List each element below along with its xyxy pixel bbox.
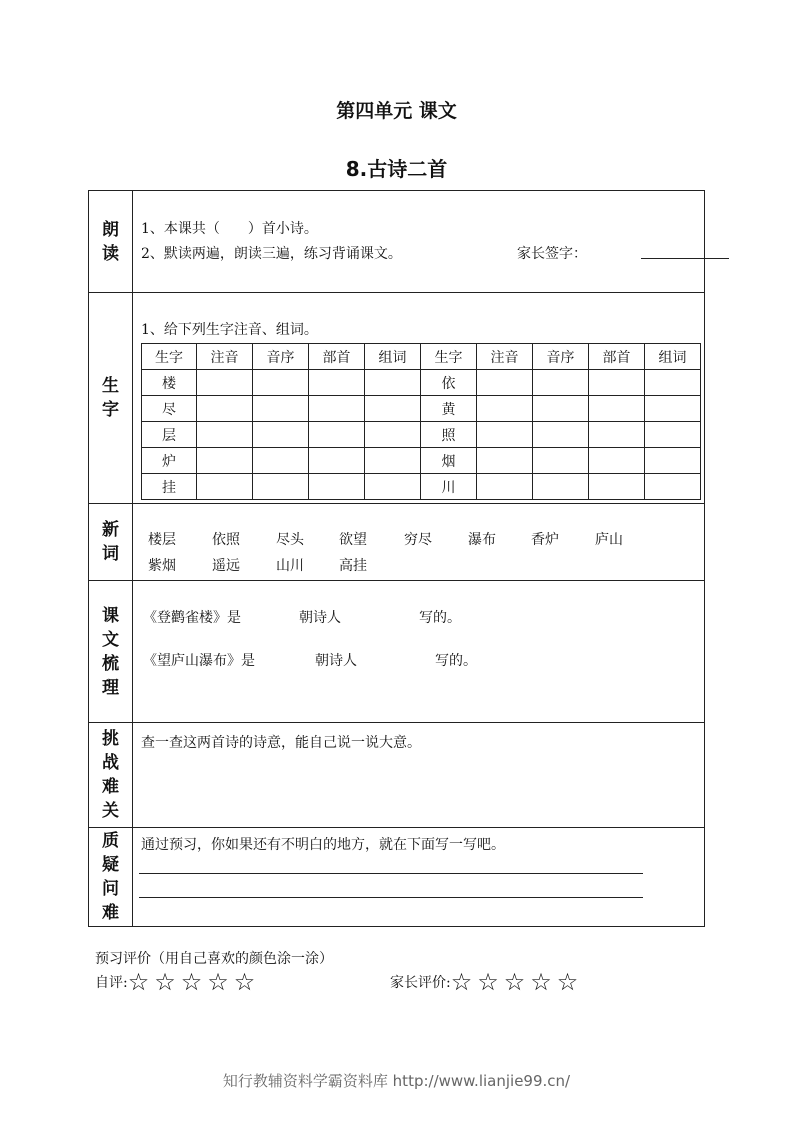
- reading-label: 朗读: [102, 219, 119, 264]
- table-header-row: [142, 344, 701, 370]
- new-chars-table: [141, 343, 701, 500]
- table-row: [142, 422, 701, 448]
- table-row: [142, 396, 701, 422]
- char-cell: 依: [421, 370, 477, 396]
- reading-section: [89, 191, 704, 293]
- word-item: 楼层: [148, 532, 176, 548]
- char-cell: 川: [421, 474, 477, 500]
- new-words-label: 新词: [102, 520, 119, 564]
- challenge-label-cell: [89, 723, 133, 827]
- answer-cell[interactable]: [365, 370, 421, 396]
- header-cell: 生字: [142, 344, 197, 370]
- word-item: 高挂: [339, 558, 367, 574]
- answer-cell[interactable]: [533, 396, 589, 422]
- word-item: 尽头: [276, 532, 304, 548]
- answer-cell[interactable]: [477, 422, 533, 448]
- new-chars-label: 生字: [102, 376, 119, 420]
- answer-cell[interactable]: [253, 448, 309, 474]
- answer-cell[interactable]: [533, 370, 589, 396]
- answer-cell[interactable]: [253, 422, 309, 448]
- answer-cell[interactable]: [477, 370, 533, 396]
- word-item: 穷尽: [404, 532, 432, 548]
- answer-cell[interactable]: [365, 474, 421, 500]
- answer-cell[interactable]: [645, 370, 701, 396]
- answer-cell[interactable]: [645, 422, 701, 448]
- char-cell: 尽: [142, 396, 197, 422]
- review-line-2-end: 写的。: [435, 653, 477, 669]
- answer-cell[interactable]: [197, 370, 253, 396]
- word-item: 遥远: [212, 558, 240, 574]
- text-review-label: 课文梳理: [102, 605, 119, 698]
- new-chars-label-cell: [89, 293, 133, 503]
- answer-cell[interactable]: [253, 370, 309, 396]
- char-cell: 烟: [421, 448, 477, 474]
- char-cell: 照: [421, 422, 477, 448]
- unit-title: 第四单元 课文: [336, 100, 457, 122]
- answer-cell[interactable]: [309, 474, 365, 500]
- answer-cell[interactable]: [533, 448, 589, 474]
- answer-cell[interactable]: [477, 396, 533, 422]
- answer-cell[interactable]: [309, 396, 365, 422]
- answer-cell[interactable]: [309, 422, 365, 448]
- answer-cell[interactable]: [645, 474, 701, 500]
- header-cell: 组词: [365, 344, 421, 370]
- answer-cell[interactable]: [589, 448, 645, 474]
- parent-eval-stars[interactable]: ☆☆☆☆☆: [450, 968, 584, 996]
- answer-cell[interactable]: [533, 422, 589, 448]
- review-line-1-dynasty: 朝诗人: [299, 610, 341, 626]
- word-item: 紫烟: [148, 558, 176, 574]
- header-cell: 生字: [421, 344, 477, 370]
- answer-cell[interactable]: [253, 396, 309, 422]
- header-cell: 音序: [253, 344, 309, 370]
- answer-cell[interactable]: [197, 474, 253, 500]
- answer-cell[interactable]: [589, 370, 645, 396]
- answer-cell[interactable]: [197, 396, 253, 422]
- answer-cell[interactable]: [197, 448, 253, 474]
- answer-cell[interactable]: [477, 448, 533, 474]
- questions-section: [89, 828, 704, 926]
- answer-cell[interactable]: [477, 474, 533, 500]
- footer-watermark: 知行教辅资料学霸资料库 http://www.lianjie99.cn/: [222, 1072, 571, 1090]
- evaluation-title: 预习评价（用自己喜欢的颜色涂一涂）: [95, 951, 333, 967]
- word-item: 欲望: [339, 532, 367, 548]
- answer-cell[interactable]: [365, 396, 421, 422]
- answer-cell[interactable]: [645, 396, 701, 422]
- char-cell: 炉: [142, 448, 197, 474]
- reading-line-2: 2、默读两遍，朗读三遍，练习背诵课文。: [141, 246, 402, 262]
- header-cell: 音序: [533, 344, 589, 370]
- header-cell: 注音: [197, 344, 253, 370]
- answer-cell[interactable]: [253, 474, 309, 500]
- challenge-label: 挑战难关: [102, 729, 119, 821]
- new-chars-instruction: 1、给下列生字注音、组词。: [141, 322, 318, 338]
- answer-cell[interactable]: [365, 422, 421, 448]
- answer-cell[interactable]: [365, 448, 421, 474]
- answer-cell[interactable]: [309, 370, 365, 396]
- questions-text: 通过预习，你如果还有不明白的地方，就在下面写一写吧。: [141, 837, 505, 853]
- answer-cell[interactable]: [533, 474, 589, 500]
- header-cell: 组词: [645, 344, 701, 370]
- self-eval-stars[interactable]: ☆☆☆☆☆: [127, 968, 261, 996]
- questions-label: 质疑问难: [102, 831, 119, 923]
- table-row: [142, 474, 701, 500]
- lesson-title: 8.古诗二首: [345, 157, 448, 181]
- text-review-label-cell: [89, 581, 133, 722]
- challenge-text: 查一查这两首诗的诗意，能自己说一说大意。: [141, 735, 421, 751]
- table-row: [142, 370, 701, 396]
- char-cell: 层: [142, 422, 197, 448]
- review-line-2-title: 《望庐山瀑布》是: [143, 653, 255, 669]
- parent-evaluation: [390, 968, 583, 996]
- self-evaluation: [95, 968, 260, 996]
- word-item: 山川: [276, 558, 304, 574]
- new-words-label-cell: [89, 504, 133, 580]
- reading-label-cell: [89, 191, 133, 292]
- parent-eval-label: 家长评价:: [390, 975, 451, 991]
- review-line-2-dynasty: 朝诗人: [315, 653, 357, 669]
- challenge-section: [89, 723, 704, 828]
- header-cell: 部首: [589, 344, 645, 370]
- new-chars-section: [89, 293, 704, 504]
- answer-line-1[interactable]: [139, 873, 643, 874]
- text-review-section: [89, 581, 704, 723]
- word-item: 香炉: [531, 532, 559, 548]
- answer-cell[interactable]: [309, 448, 365, 474]
- review-line-1-end: 写的。: [419, 610, 461, 626]
- reading-line-1: 1、本课共（ ）首小诗。: [141, 221, 318, 237]
- self-eval-label: 自评:: [95, 975, 128, 991]
- answer-cell[interactable]: [589, 474, 645, 500]
- char-cell: 黄: [421, 396, 477, 422]
- parent-sign-line[interactable]: [641, 258, 729, 259]
- preview-worksheet: [88, 190, 705, 927]
- char-cell: 楼: [142, 370, 197, 396]
- answer-cell[interactable]: [589, 396, 645, 422]
- parent-sign-label: 家长签字：: [517, 246, 587, 262]
- answer-cell[interactable]: [645, 448, 701, 474]
- header-cell: 注音: [477, 344, 533, 370]
- answer-cell[interactable]: [589, 422, 645, 448]
- new-words-section: [89, 504, 704, 581]
- header-cell: 部首: [309, 344, 365, 370]
- answer-line-2[interactable]: [139, 897, 643, 898]
- questions-label-cell: [89, 828, 133, 926]
- table-row: [142, 448, 701, 474]
- word-item: 瀑布: [468, 532, 496, 548]
- word-item: 庐山: [595, 532, 623, 548]
- char-cell: 挂: [142, 474, 197, 500]
- word-item: 依照: [212, 532, 240, 548]
- answer-cell[interactable]: [197, 422, 253, 448]
- review-line-1-title: 《登鹳雀楼》是: [143, 610, 241, 626]
